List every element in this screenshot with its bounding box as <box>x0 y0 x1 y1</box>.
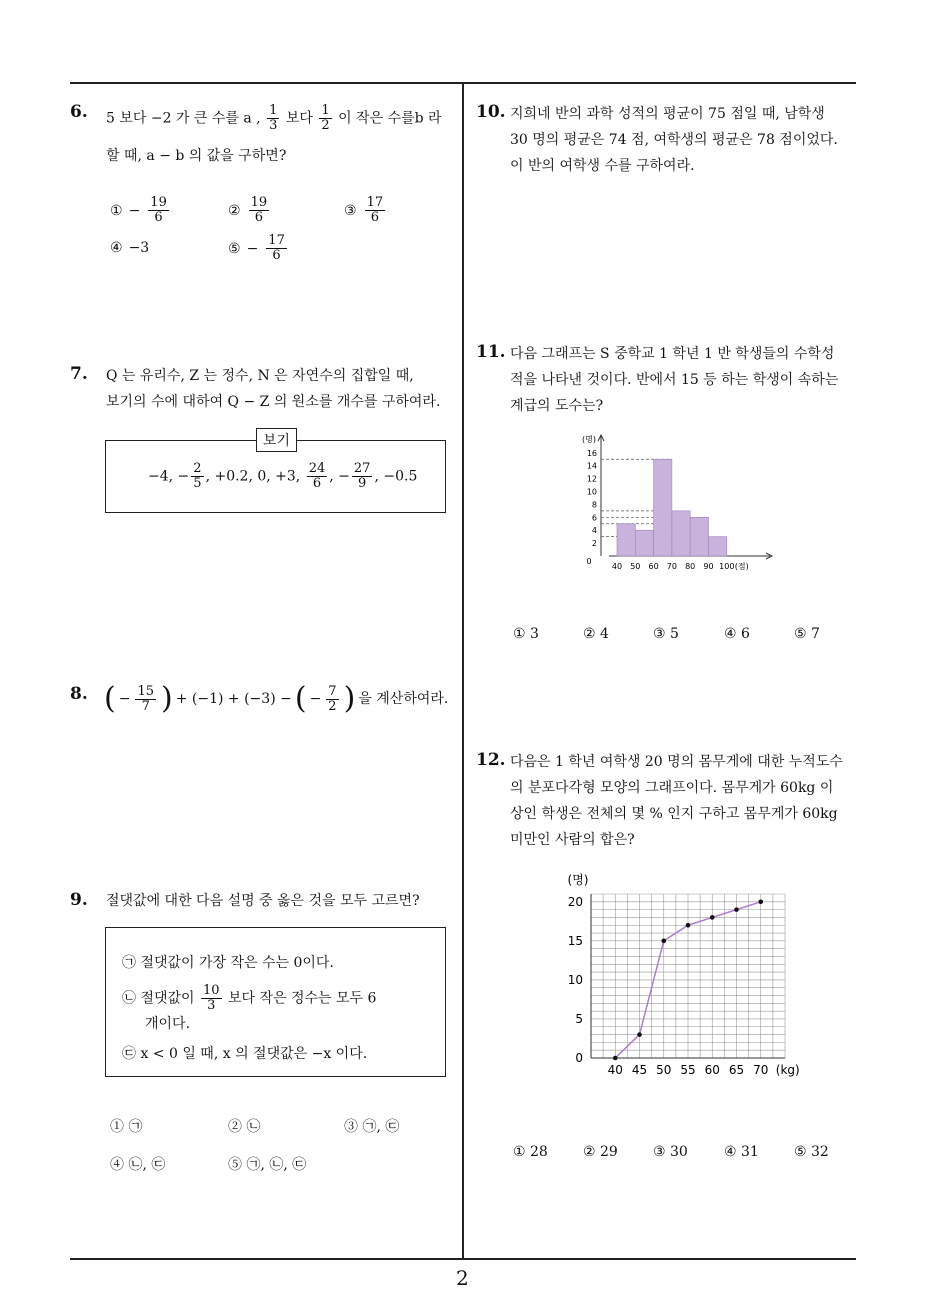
data-point <box>758 900 763 905</box>
q7-line2: 보기의 수에 대하여 Q − Z 의 원소를 개수를 구하여라. <box>106 394 441 410</box>
x-tick-label: 50 <box>630 562 641 571</box>
q9-text: 절댓값에 대한 다음 설명 중 옳은 것을 모두 고르면? <box>106 893 420 909</box>
x-tick-label: 60 <box>648 562 659 571</box>
q11-line1: 다음 그래프는 S 중학교 1 학년 1 반 학생들의 수학성 <box>510 346 835 362</box>
histogram-bar <box>690 517 708 556</box>
q9-statement-2: ㉡ 절댓값이 $\frac{10}{3}$ 보다 작은 정수는 모두 6 <box>122 983 377 1013</box>
y-tick-label: 12 <box>586 474 597 484</box>
q11-option-2[interactable]: ② 4 <box>583 626 609 642</box>
y-tick-label: 14 <box>586 461 597 471</box>
q10-line3: 이 반의 여학생 수를 구하여라. <box>510 158 695 174</box>
q12-line3: 상인 학생은 전체의 몇 % 인지 구하고 몸무게가 60kg <box>510 806 838 822</box>
q12-option-3[interactable]: ③ 30 <box>653 1144 688 1160</box>
y-tick-label: 10 <box>586 487 597 497</box>
y-tick-label: 5 <box>575 1011 583 1026</box>
q6-option-2[interactable]: ② $\frac{19}{6}$ <box>228 195 268 225</box>
q6-frac2: $\frac{1}{2}$ <box>321 103 330 133</box>
column-divider <box>462 82 464 1260</box>
q6-frac1: $\frac{1}{3}$ <box>269 103 278 133</box>
x-tick-label: 40 <box>607 1063 623 1077</box>
q9-option-1[interactable]: ① ㉠ <box>110 1119 143 1135</box>
y-tick-label: 8 <box>591 500 597 510</box>
y-tick-label: 16 <box>586 448 597 458</box>
y-tick-label: 10 <box>567 972 583 987</box>
q6-line1 <box>106 104 442 133</box>
x-tick-label: 40 <box>611 562 623 571</box>
q11-option-5[interactable]: ⑤ 7 <box>794 626 820 642</box>
x-axis-label: (kg) <box>775 1063 800 1077</box>
q6-text1: 5 보다 −2 가 큰 수를 a , <box>106 110 261 127</box>
y-tick-label: 2 <box>591 539 597 549</box>
origin-label: 0 <box>586 557 592 566</box>
x-tick-label: 70 <box>666 562 677 571</box>
q11-line2: 적을 나타낸 것이다. 반에서 15 등 하는 학생이 속하는 <box>510 372 839 388</box>
q11-option-4[interactable]: ④ 6 <box>724 626 750 642</box>
q9-number: 9. <box>70 890 88 910</box>
y-tick-label: 20 <box>567 894 583 909</box>
q6-option-4[interactable]: ④ −3 <box>110 240 150 256</box>
q9-statement-2-cont: 개이다. <box>145 1016 191 1032</box>
q10-line2: 30 명의 평균은 74 점, 여학생의 평균은 78 점이었다. <box>510 132 838 148</box>
q9-option-2[interactable]: ② ㉡ <box>228 1119 261 1135</box>
histogram-bar <box>617 524 635 556</box>
y-tick-label: 15 <box>567 933 583 948</box>
q12-line2: 의 분포다각형 모양의 그래프이다. 몸무게가 60kg 이 <box>510 780 834 796</box>
q11-line3: 계급의 도수는? <box>510 398 604 414</box>
x-axis-label: (점) <box>734 562 749 571</box>
q11-option-3[interactable]: ③ 5 <box>653 626 679 642</box>
q6-number: 6. <box>70 102 88 122</box>
q9-option-4[interactable]: ④ ㉡, ㉢ <box>110 1157 166 1173</box>
y-tick-label: 4 <box>591 526 597 536</box>
histogram-bar <box>709 537 727 556</box>
x-tick-label: 65 <box>728 1063 745 1077</box>
q12-line4: 미만인 사람의 합은? <box>510 832 635 848</box>
x-tick-label: 45 <box>631 1063 648 1077</box>
q6-option-3[interactable]: ③ $\frac{17}{6}$ <box>344 195 384 225</box>
q12-option-2[interactable]: ② 29 <box>583 1144 618 1160</box>
q8-expression: ( − $\frac{15}{7}$ ) + (−1) + (−3) − ( − $\frac{7}{2}$ ) 을 계산하여라. <box>104 681 449 716</box>
histogram-bar <box>635 530 653 556</box>
q12-line1: 다음은 1 학년 여학생 20 명의 몸무게에 대한 누적도수 <box>510 754 843 770</box>
y-axis-label: (명) <box>567 873 589 887</box>
data-point <box>734 907 739 912</box>
q6-option-1[interactable]: ① − $\frac{19}{6}$ <box>110 195 167 225</box>
q8-number: 8. <box>70 684 88 704</box>
q11-option-1[interactable]: ① 3 <box>513 626 539 642</box>
x-tick-label: 80 <box>685 562 696 571</box>
q6-text2: 보다 <box>285 110 313 127</box>
q9-option-5[interactable]: ⑤ ㉠, ㉡, ㉢ <box>228 1157 307 1173</box>
q9-statement-1: ㉠ 절댓값이 가장 작은 수는 0이다. <box>122 955 334 971</box>
q6-text3: 이 작은 수를b 라 <box>338 110 442 127</box>
q11-number: 11. <box>476 342 506 362</box>
y-tick-label: 0 <box>575 1051 583 1065</box>
cumulative-frequency-chart <box>560 868 810 1088</box>
data-point <box>613 1056 618 1061</box>
q9-statement-3: ㉢ x < 0 일 때, x 의 절댓값은 −x 이다. <box>122 1046 368 1062</box>
q9-option-3[interactable]: ③ ㉠, ㉢ <box>344 1119 400 1135</box>
page-number: 2 <box>456 1266 469 1290</box>
bottom-rule <box>70 1258 856 1260</box>
q12-option-5[interactable]: ⑤ 32 <box>794 1144 829 1160</box>
x-tick-label: 90 <box>703 562 714 571</box>
q7-line1: Q 는 유리수, Z 는 정수, N 은 자연수의 집합일 때, <box>106 368 414 384</box>
x-tick-label: 55 <box>680 1063 696 1077</box>
data-point <box>686 923 691 928</box>
q10-line1: 지희네 반의 과학 성적의 평균이 75 점일 때, 남학생 <box>510 106 825 122</box>
q6-option-5[interactable]: ⑤ − $\frac{17}{6}$ <box>228 233 285 263</box>
data-point <box>710 915 715 920</box>
x-tick-label: 70 <box>753 1063 769 1077</box>
data-point <box>661 939 666 944</box>
x-tick-label: 60 <box>704 1063 720 1077</box>
q7-bogi-label: 보기 <box>256 428 297 452</box>
histogram-bar <box>654 459 672 556</box>
y-axis-label: (명) <box>582 435 596 444</box>
x-tick-label: 100 <box>719 562 735 571</box>
data-point <box>637 1032 642 1037</box>
q12-option-4[interactable]: ④ 31 <box>724 1144 759 1160</box>
histogram-chart <box>582 428 785 578</box>
q12-number: 12. <box>476 750 506 770</box>
q12-option-1[interactable]: ① 28 <box>513 1144 548 1160</box>
x-tick-label: 50 <box>656 1063 672 1077</box>
q6-line2: 할 때, a − b 의 값을 구하면? <box>106 148 287 164</box>
q7-number: 7. <box>70 364 88 384</box>
histogram-bar <box>672 511 690 556</box>
y-tick-label: 6 <box>591 513 597 523</box>
q10-number: 10. <box>476 102 506 122</box>
q7-bogi-content: −4, − $\frac{2}{5}$ , +0.2, 0, +3, $\frac{24}{6}$ , − $\frac{27}{9}$ , −0.5 <box>148 461 418 491</box>
